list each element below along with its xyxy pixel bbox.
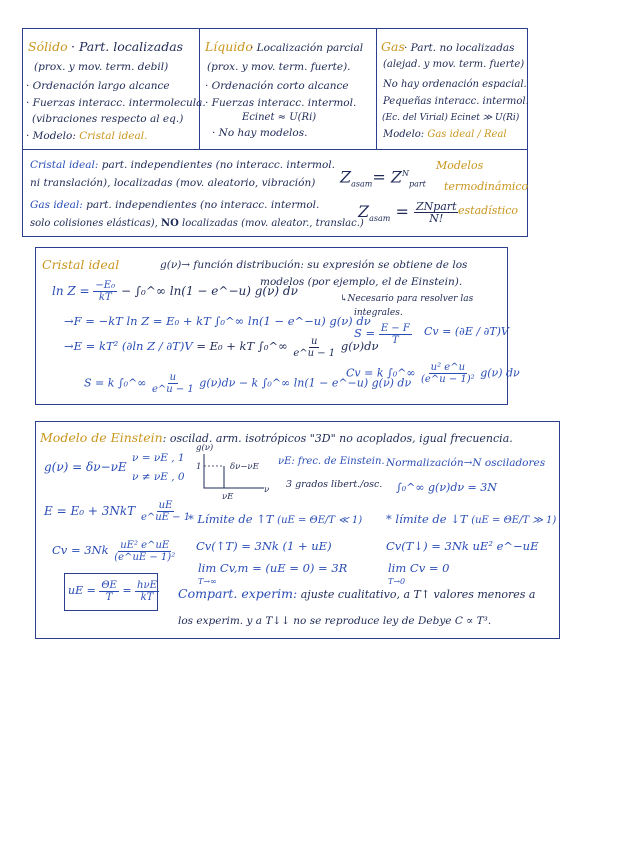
s-rest: g(ν)dν − k ∫₀^∞ ln(1 − e^−u) g(ν) dν	[199, 376, 412, 390]
e-formula	[64, 335, 379, 359]
lim-3r: lim Cv,m = (uE = 0) = 3R	[198, 561, 348, 575]
lnz-formula	[52, 280, 298, 303]
plot-delta-label: δν−νE	[230, 462, 259, 472]
liquid-line-3: · Ordenación corto alcance	[205, 80, 349, 92]
ue-den2: kT	[140, 591, 154, 603]
comp-label: Compart. experim:	[178, 586, 298, 601]
cv2-rest: g(ν) dν	[480, 366, 520, 380]
gas-ideal-desc-1: part. independientes (no interacc. intermol.	[86, 199, 320, 211]
ee-num: uE	[158, 500, 173, 511]
lim-low-label: * límite de ↓T	[386, 512, 468, 526]
liquid-line-6: · No hay modelos.	[212, 127, 308, 139]
cv-low: Cv(T↓) = 3Nk uE² e^−uE	[386, 539, 539, 553]
liquid-line-4: · Fuerzas interacc. intermol.	[205, 97, 357, 109]
einstein-header	[40, 432, 513, 445]
solid-title: Sólido	[28, 39, 68, 54]
lim-high-cond: (uE = ΘE/T ≪ 1)	[277, 515, 363, 526]
lnz-rest: − ∫₀^∞ ln(1 − e^−u) g(ν) dν	[120, 284, 298, 298]
cv-high: Cv(↑T) = 3Nk (1 + uE)	[196, 539, 332, 553]
normalizacion-eq: ∫₀^∞ g(ν)dν = 3N	[396, 481, 497, 494]
solid-line-2: (prox. y mov. term. debil)	[34, 61, 169, 73]
gas-ideal-desc-2a: solo colisiones elásticas),	[30, 218, 158, 229]
einstein-desc: : oscilad. arm. isotrópicos "3D" no acoplados, igual frecuencia.	[162, 432, 513, 445]
gas-line-1: · Part. no localizadas	[404, 42, 515, 54]
solid-line-6	[26, 130, 147, 142]
liquid-line-2: (prox. y mov. term. fuerte).	[207, 61, 351, 73]
gas-ideal-desc-2b: localizadas (mov. aleator., translac.)	[182, 218, 364, 229]
gas-ideal-line-1	[30, 199, 319, 211]
liquid-line-1: · Localización parcial	[250, 42, 364, 54]
gas-title: Gas	[381, 39, 405, 54]
note-2: integrales.	[354, 308, 403, 318]
lnz-lhs: ln Z =	[52, 284, 90, 298]
note-1: ↳Necesario para resolver las	[340, 294, 474, 304]
solid-line-4: · Fuerzas interacc. intermolecula.	[26, 97, 206, 109]
g-einstein: g(ν) = δν−νE	[44, 460, 127, 474]
z-cristal-formula	[340, 168, 426, 191]
comp-line-2: los experim. y a T↓↓ no se reproduce ley de Debye C ∝ T³.	[178, 615, 492, 627]
gas-ideal-label: Gas ideal:	[30, 199, 83, 211]
e-partial: (∂ln Z / ∂T)V	[121, 339, 193, 353]
solid-model-value: Cristal ideal.	[79, 130, 148, 142]
comp-line-1	[178, 588, 536, 601]
s-frac-num: u	[169, 372, 177, 383]
cve-lhs: Cv = 3Nk	[52, 543, 109, 557]
solid-line-5: (vibraciones respecto al eq.)	[32, 113, 184, 125]
cristal-line-1	[30, 159, 335, 171]
lim-3r-sub: T→∞	[198, 577, 217, 586]
plot-x-label: ν	[264, 485, 270, 495]
gas-line-2: (alejad. y mov. term. fuerte)	[383, 59, 525, 70]
gas-ideal-no: NO	[160, 218, 179, 229]
lnz-num: −E₀	[95, 280, 116, 291]
e-frac-den: e^u − 1	[293, 347, 336, 359]
plot-y-label: g(ν)	[196, 443, 214, 453]
s-ef-formula	[354, 322, 412, 346]
gas-ideal-line-2	[30, 218, 364, 230]
z1-sub2: part	[408, 179, 426, 189]
e-frac-num: u	[311, 335, 318, 347]
g-function-def-2: modelos (por ejemplo, el de Einstein).	[260, 276, 463, 288]
z-gas-formula: $Z_{asam}$ = $\frac{\text{ZNpart}}{N!}$	[358, 200, 457, 225]
g-case-1: ν = νE , 1	[132, 452, 185, 464]
plot-one: 1	[196, 462, 202, 472]
plot-ve-label: νE	[222, 492, 234, 502]
s2-den: T	[391, 334, 399, 346]
z2-num: ZNpart	[415, 200, 457, 213]
lim-high	[188, 513, 362, 527]
cv-einstein	[52, 538, 177, 563]
s2-lhs: S =	[354, 326, 376, 340]
models-label-2: termodinámico	[444, 180, 529, 193]
ue-den1: T	[105, 591, 113, 603]
gas-line-5: (Ec. del Virial) Ecinet ≫ U(Ri)	[382, 113, 520, 123]
s-lhs: S = k ∫₀^∞	[84, 376, 147, 390]
cv-lhs: Cv =	[424, 325, 452, 338]
ue-formula: uE = $\frac{\Theta E}{T}$ = $\frac{\text{hνE}}{kT}$	[68, 579, 157, 603]
models-label-1: Modelos	[436, 159, 484, 172]
s-frac-den: e^u − 1	[151, 384, 194, 395]
e-rest: = E₀ + kT ∫₀^∞	[196, 339, 288, 353]
gas-model-value: Gas ideal / Real	[427, 129, 507, 140]
gas-model-label: Modelo:	[383, 129, 425, 140]
lim-zero-sub: T→0	[388, 577, 406, 586]
lnz-den: kT	[98, 292, 112, 303]
liquid-line-5: Ecinet ≈ U(Ri)	[242, 112, 317, 123]
z1-sup: N	[401, 169, 409, 178]
f-formula: →F = −kT ln Z = E₀ + kT ∫₀^∞ ln(1 − e^−u) g(ν) dν	[64, 314, 371, 328]
cve-den: (e^uE − 1)²	[114, 551, 176, 563]
cv2-den: (e^u − 1)²	[421, 374, 475, 385]
e-einstein	[44, 500, 192, 523]
cv2-lhs: Cv = k ∫₀^∞	[346, 366, 416, 380]
z1: Z	[340, 167, 352, 187]
comp-desc-1: ajuste cualitativo, a T↑ valores menores a	[300, 588, 536, 601]
z1-eq: = Z	[372, 167, 402, 187]
cv2-num: u² e^u	[430, 362, 466, 373]
gas-line-6	[383, 129, 507, 141]
ue-num1: ΘE	[101, 579, 117, 591]
s2-num: E − F	[380, 322, 410, 334]
e-g: g(ν)dν	[340, 339, 379, 353]
cv-def-formula	[424, 326, 509, 338]
liquid-title: Líquido	[205, 39, 253, 54]
z2-den: N!	[429, 212, 444, 225]
cristal-line-2: ni translación), localizadas (mov. aleatorio, vibración)	[30, 177, 316, 189]
cv-formula	[346, 362, 520, 385]
lim-low	[386, 513, 556, 527]
gas-line-4: Pequeñas interacc. intermol.	[383, 96, 529, 107]
ue-lhs: uE =	[68, 584, 96, 597]
solid-model-label: · Modelo:	[26, 130, 76, 142]
solid-line-3: · Ordenación largo alcance	[26, 80, 170, 92]
lim-high-label: * Límite de ↑T	[188, 512, 274, 526]
ve-def: νE: frec. de Einstein.	[278, 456, 385, 467]
lim-zero: lim Cv = 0	[388, 561, 450, 575]
cve-num: uE² e^uE	[120, 539, 170, 551]
z1-sub: asam	[351, 179, 373, 189]
e-lhs: →E = kT²	[64, 339, 119, 353]
cv-partial: (∂E / ∂T)V	[454, 325, 509, 338]
z2-sub: asam	[369, 214, 391, 224]
g-case-2: ν ≠ νE , 0	[132, 471, 185, 483]
solid-line-1: · Part. localizadas	[71, 39, 184, 54]
lim-low-cond: (uE = ΘE/T ≫ 1)	[471, 515, 557, 526]
ue-num2: hνE	[137, 579, 157, 591]
g-function-def: g(ν)→ función distribución: su expresión se obtiene de los	[160, 259, 468, 271]
cristal-desc-1: part. independientes (no interacc. intermol.	[101, 159, 335, 171]
einstein-title: Modelo de Einstein	[40, 430, 163, 445]
grados-libertad: 3 grados libert./osc.	[286, 479, 383, 490]
cristal-title: Cristal ideal	[42, 257, 120, 272]
z2: Z	[358, 202, 370, 221]
ee-den: e^uE − 1	[140, 512, 191, 523]
models-label-3: estadístico	[458, 204, 519, 217]
gas-line-3: No hay ordenación espacial.	[383, 79, 527, 90]
normalizacion: Normalización→N osciladores	[386, 457, 546, 469]
ee-lhs: E = E₀ + 3NkT	[44, 504, 136, 518]
cristal-label: Cristal ideal:	[30, 159, 99, 171]
